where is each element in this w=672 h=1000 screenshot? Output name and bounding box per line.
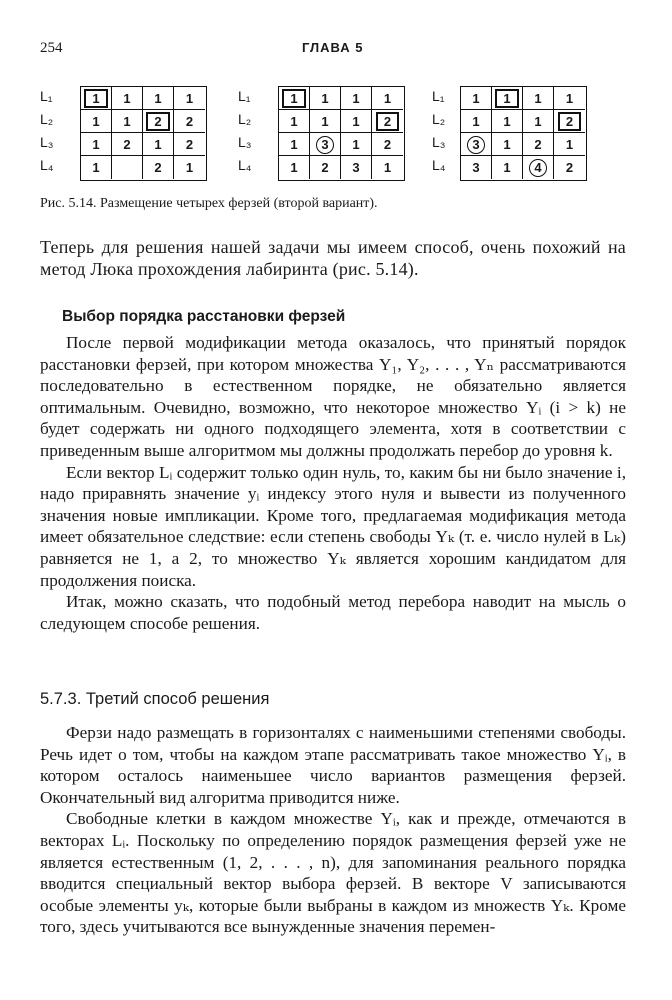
matrix-cell: 1 <box>341 87 372 110</box>
row-label: L₃ <box>432 134 446 150</box>
row-label: L₂ <box>432 111 446 127</box>
row-label: L₁ <box>238 88 251 104</box>
queen-matrix <box>238 86 438 178</box>
matrix-cell: 1 <box>310 110 341 133</box>
matrix-cell: 2 <box>174 110 205 133</box>
row-label: L₄ <box>40 157 54 173</box>
matrix-cell: 1 <box>112 110 143 133</box>
chapter-title: ГЛАВА 5 <box>302 40 364 55</box>
matrix-cell: 2 <box>143 156 174 179</box>
matrix-cell: 3 <box>341 156 372 179</box>
matrix-cell: 1 <box>461 110 492 133</box>
matrix-cell: 2 <box>565 160 574 175</box>
page-header <box>40 40 630 60</box>
selected-cell: 2 <box>143 110 174 133</box>
matrix-cell: 2 <box>112 133 143 156</box>
matrix-cell: 2 <box>174 133 205 156</box>
selected-cell: 1 <box>279 87 310 110</box>
paragraph: Ферзи надо размещать в горизонталях с наименьшими степенями свободы. Речь идет о том, чтобы на каждом этапе рассматривать такое множество Yᵢ, в котором осталось наименьшее число вариантов размещения ферзей. Окончательный вид алгоритма приводится ниже. <box>40 723 626 807</box>
matrix-cell: 1 <box>279 133 310 156</box>
row-label: L₃ <box>238 134 252 150</box>
row-label: L₄ <box>432 157 446 173</box>
matrix-cell: 2 <box>310 156 341 179</box>
row-label: L₂ <box>40 111 54 127</box>
matrix-cell: 1 <box>383 160 392 175</box>
matrix-cell: 1 <box>492 156 523 179</box>
matrix-cell: 1 <box>310 87 341 110</box>
section-heading-order: Выбор порядка расстановки ферзей <box>62 308 346 325</box>
section-order-body <box>40 332 626 634</box>
matrix-cell: 1 <box>341 133 372 156</box>
matrix-cell: 1 <box>174 87 205 110</box>
section-heading-third-method: 5.7.3. Третий способ решения <box>40 690 270 708</box>
matrix-cell: 1 <box>554 87 585 110</box>
matrix-cell: 1 <box>461 87 492 110</box>
figure-caption: Рис. 5.14. Размещение четырех ферзей (второй вариант). <box>40 196 378 211</box>
matrix-cell: 1 <box>185 160 194 175</box>
intro-paragraph: Теперь для решения нашей задачи мы имеем способ, очень похожий на метод Люка прохождения лабиринта (рис. 5.14). <box>40 237 626 279</box>
figure-queens <box>40 86 660 186</box>
row-label: L₁ <box>40 88 53 104</box>
paragraph: После первой модификации метода оказалось, что принятый порядок расстановки ферзей, при котором множества Y₁, Y₂, . . . , Yₙ рассматриваются последовательно в естественном порядке, не обязательно является оптимальным. Очевидно, возможно, что некоторое множество Yᵢ (i > k) не будет содержать ни одного подходящего элемента, хотя в соответствии с приведенным выше алгоритмом мы должны продолжать перебор до уровня k. <box>40 333 626 460</box>
matrix-cell: 1 <box>143 133 174 156</box>
forced-cell: 3 <box>461 133 492 156</box>
matrix-cell: 1 <box>372 87 403 110</box>
queen-matrix <box>432 86 632 178</box>
matrix-cell: 2 <box>372 133 403 156</box>
forced-cell: 4 <box>523 156 554 179</box>
matrix-cell: 2 <box>523 133 554 156</box>
selected-cell: 1 <box>81 87 112 110</box>
forced-cell: 3 <box>310 133 341 156</box>
matrix-grid <box>80 86 207 181</box>
paragraph: Итак, можно сказать, что подобный метод перебора наводит на мысль о следующем способе решения. <box>40 592 626 633</box>
row-label: L₃ <box>40 134 54 150</box>
paragraph: Свободные клетки в каждом множестве Yᵢ, как и прежде, отмечаются в векторах Lᵢ. Поскольку по определению порядок размещения ферзей уже не является естественным (1, 2, . . . , n), для запоминания реального порядка вводится специальный вектор выбора ферзей. В векторе V записываются особые элементы yₖ, которые были выбраны в каждом из множеств Yₖ. Кроме того, здесь учитываются все вынужденные значения перемен- <box>40 809 626 937</box>
matrix-cell <box>112 156 143 179</box>
matrix-cell: 1 <box>492 110 523 133</box>
selected-cell: 2 <box>372 110 403 133</box>
matrix-cell: 1 <box>341 110 372 133</box>
page-number: 254 <box>40 40 63 56</box>
matrix-grid <box>460 86 587 181</box>
matrix-cell: 1 <box>523 110 554 133</box>
matrix-cell: 1 <box>279 156 310 179</box>
matrix-grid <box>278 86 405 181</box>
matrix-cell: 1 <box>554 133 585 156</box>
queen-matrix <box>40 86 240 178</box>
section-third-body <box>40 722 626 938</box>
matrix-cell: 3 <box>461 156 492 179</box>
paragraph: Если вектор Lᵢ содержит только один нуль, то, каким бы ни было значение i, надо приравнять значение yᵢ индексу этого нуля и вывести из полученного значения новые импликации. Кроме того, предлагаемая модификация метода имеет обязательное следствие: если степень свободы Yₖ (т. е. число нулей в Lₖ) равняется не 1, а 2, то множество Yₖ является хорошим кандидатом для продолжения поиска. <box>40 462 626 590</box>
matrix-cell: 1 <box>112 87 143 110</box>
selected-cell: 2 <box>554 110 585 133</box>
matrix-cell: 1 <box>492 133 523 156</box>
matrix-cell: 1 <box>81 110 112 133</box>
row-label: L₂ <box>238 111 252 127</box>
matrix-cell: 1 <box>279 110 310 133</box>
row-label: L₄ <box>238 157 252 173</box>
matrix-cell: 1 <box>81 156 112 179</box>
matrix-cell: 1 <box>143 87 174 110</box>
matrix-cell: 1 <box>523 87 554 110</box>
row-label: L₁ <box>432 88 445 104</box>
matrix-cell: 1 <box>81 133 112 156</box>
selected-cell: 1 <box>492 87 523 110</box>
